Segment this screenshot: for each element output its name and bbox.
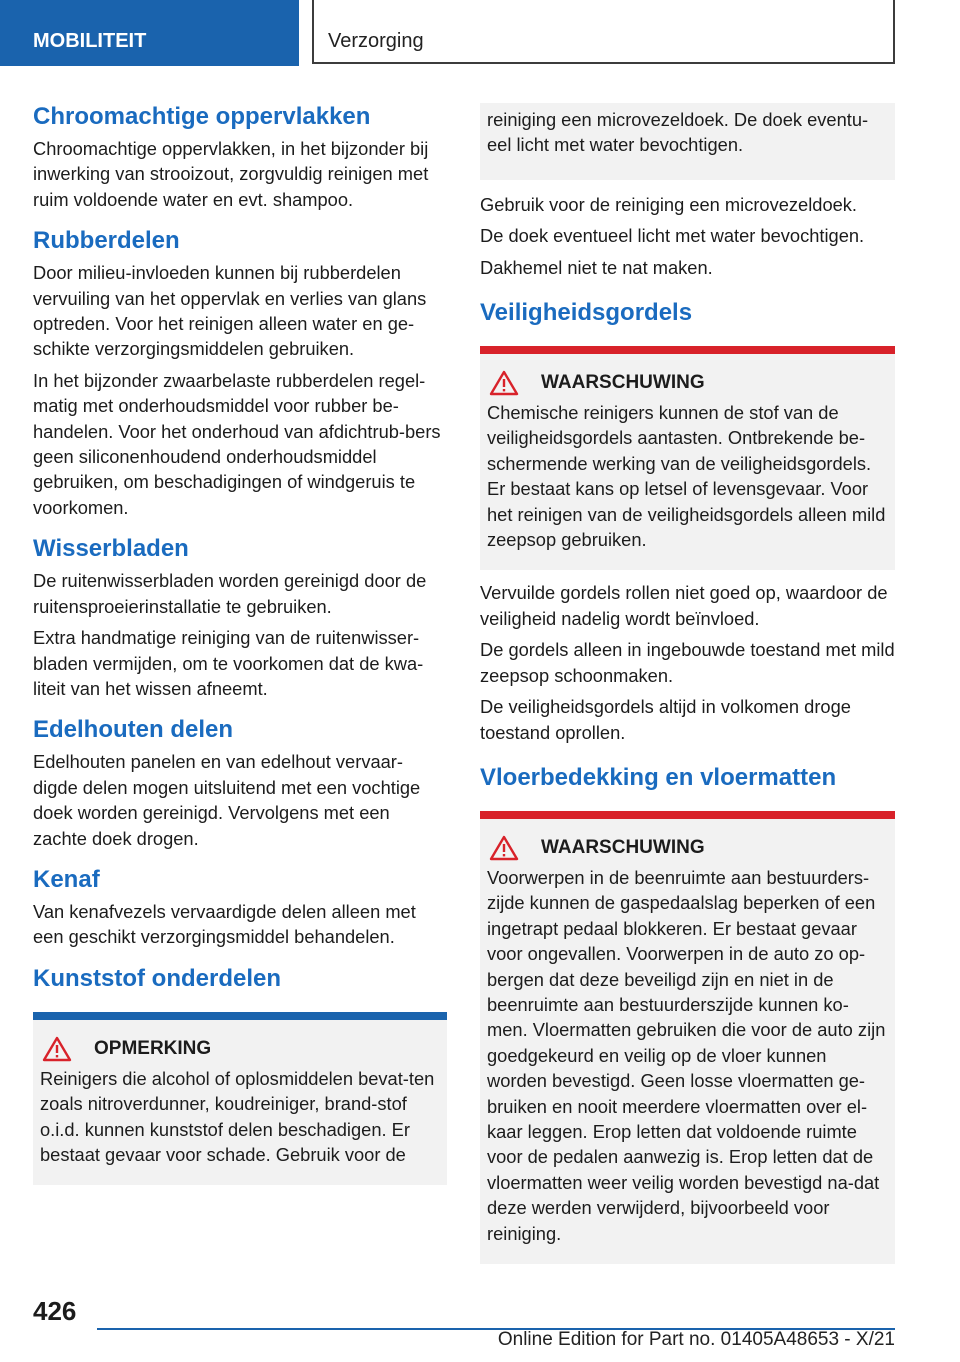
warning-label: WAARSCHUWING <box>541 372 705 394</box>
chapter-title: Verzorging <box>312 0 895 64</box>
paragraph: De ruitenwisserbladen worden gereinigd door de ruitensproeierinstallatie te gebruiken. <box>33 570 427 617</box>
section-rubber <box>33 222 447 520</box>
right-column <box>480 103 895 1264</box>
paragraph: De gordels alleen in ingebouwde toestand met mild zeepsop schoonmaken. <box>480 639 895 686</box>
note-label: OPMERKING <box>94 1037 212 1059</box>
paragraph: Extra handmatige reiniging van de ruitenwisser-bladen vermijden, om te voorkomen dat de kwa-liteit van het wissen afneemt. <box>33 627 424 699</box>
section-heading: Chroomachtige oppervlakken <box>33 103 371 130</box>
left-column <box>33 98 447 1185</box>
section-heading: Edelhouten delen <box>33 716 234 744</box>
section-heading: Wisserbladen <box>33 535 189 563</box>
section-heading: Veiligheidsgordels <box>480 299 693 327</box>
note-text: reiniging een microvezeldoek. De doek eventu-eel licht met water bevochtigen. <box>487 109 869 156</box>
paragraph: Vervuilde gordels rollen niet goed op, waardoor de veiligheid nadelig wordt beïnvloed. <box>480 582 888 629</box>
warning-triangle-icon <box>489 835 519 861</box>
paragraph: De veiligheidsgordels altijd in volkomen droge toestand oprollen. <box>480 696 851 743</box>
warning-text: Chemische reinigers kunnen de stof van de veiligheidsgordels aantasten. Ontbrekende be-schermende werking van de veiligheidsgordels. Er bestaat kans op letsel of levensgevaar. Voor het reinigen van de veiligheidsgordels alleen mild zeepsop gebruiken. <box>487 402 886 551</box>
page-number: 426 <box>33 1296 77 1326</box>
paragraph: De doek eventueel licht met water bevochtigen. <box>480 225 865 247</box>
section-heading: Kunststof onderdelen <box>33 964 282 992</box>
section-kenaf <box>33 861 447 950</box>
paragraph: Edelhouten panelen en van edelhout vervaar-digde delen mogen uitsluitend met een vochtige doek worden gereinigd. Vervolgens met een zachte doek drogen. <box>33 751 421 849</box>
warning-label: WAARSCHUWING <box>541 836 705 858</box>
paragraph: Chroomachtige oppervlakken, in het bijzonder bij inwerking van strooizout, zorgvuldig reinigen met ruim voldoende water en evt. shampoo. <box>33 138 429 210</box>
section-heading: Rubberdelen <box>33 227 180 255</box>
paragraph: Door milieu-invloeden kunnen bij rubberdelen vervuiling van het oppervlak en verlies van glans optreden. Voor het reinigen alleen water en ge-schikte verzorgingsmiddelen gebruiken. <box>33 262 427 360</box>
note-box <box>33 1020 447 1186</box>
warning-box <box>480 819 895 1264</box>
warning-triangle-icon <box>42 1036 72 1062</box>
section-wipers <box>33 530 447 701</box>
paragraph: Gebruik voor de reiniging een microvezeldoek. <box>480 193 857 215</box>
section-heading: Kenaf <box>33 865 100 893</box>
warning-text: Voorwerpen in de beenruimte aan bestuurders-zijde kunnen de gaspedaalslag beperken of een ingetrapt pedaal blokkeren. Er bestaat gevaar voor ongevallen. Voorwerpen in de auto zo op-bergen dat deze beveiligd zijn en niet in de beenruimte aan bestuurderszijde kunnen ko-men. Vloermatten gebruiken die voor de auto zijn goedgekeurd en veilig op de vloer kunnen worden bevestigd. Geen losse vloermatten ge-bruiken en nooit meerdere vloermatten over el-kaar leggen. Erop letten dat voldoende ruimte voor de pedalen aanwezig is. Erop letten dat de vloermatten weer veilig worden bevestigd na-dat deze werden verwijderd, bijvoorbeeld voor reiniging. <box>487 866 886 1244</box>
note-text: Reinigers die alcohol of oplosmiddelen bevat-ten zoals nitroverdunner, koudreiniger, brand-stof o.i.d. kunnen kunststof delen beschadigen. Er bestaat gevaar voor schade. Gebruik voor de <box>40 1067 435 1165</box>
warning-bar <box>480 346 895 354</box>
note-header <box>40 1034 440 1064</box>
paragraph: Dakhemel niet te nat maken. <box>480 256 713 278</box>
edition-text: Online Edition for Part no. 01405A48653 - X/21 <box>497 1329 895 1350</box>
paragraph: In het bijzonder zwaarbelaste rubberdelen regel-matig met onderhoudsmiddel voor rubber be-handelen. Voor het onderhoud van afdichtrub-bers geen siliconenhoudend onderhoudsmiddel gebruiken, om beschadigingen of windgeruis te voorkomen. <box>33 369 441 518</box>
section-plastic <box>33 960 447 1186</box>
warning-triangle-icon <box>489 370 519 396</box>
paragraph: Van kenafvezels vervaardigde delen alleen met een geschikt verzorgingsmiddel behandelen. <box>33 900 416 948</box>
section-heading: Vloerbedekking en vloermatten <box>480 763 837 791</box>
section-chrome <box>33 98 447 212</box>
warning-bar <box>480 811 895 819</box>
note-continuation <box>480 103 895 180</box>
note-bar <box>33 1012 447 1020</box>
section-tab: MOBILITEIT <box>0 0 299 66</box>
section-wood <box>33 711 447 851</box>
warning-header <box>487 833 888 863</box>
warning-box <box>480 354 895 570</box>
warning-header <box>487 368 888 398</box>
